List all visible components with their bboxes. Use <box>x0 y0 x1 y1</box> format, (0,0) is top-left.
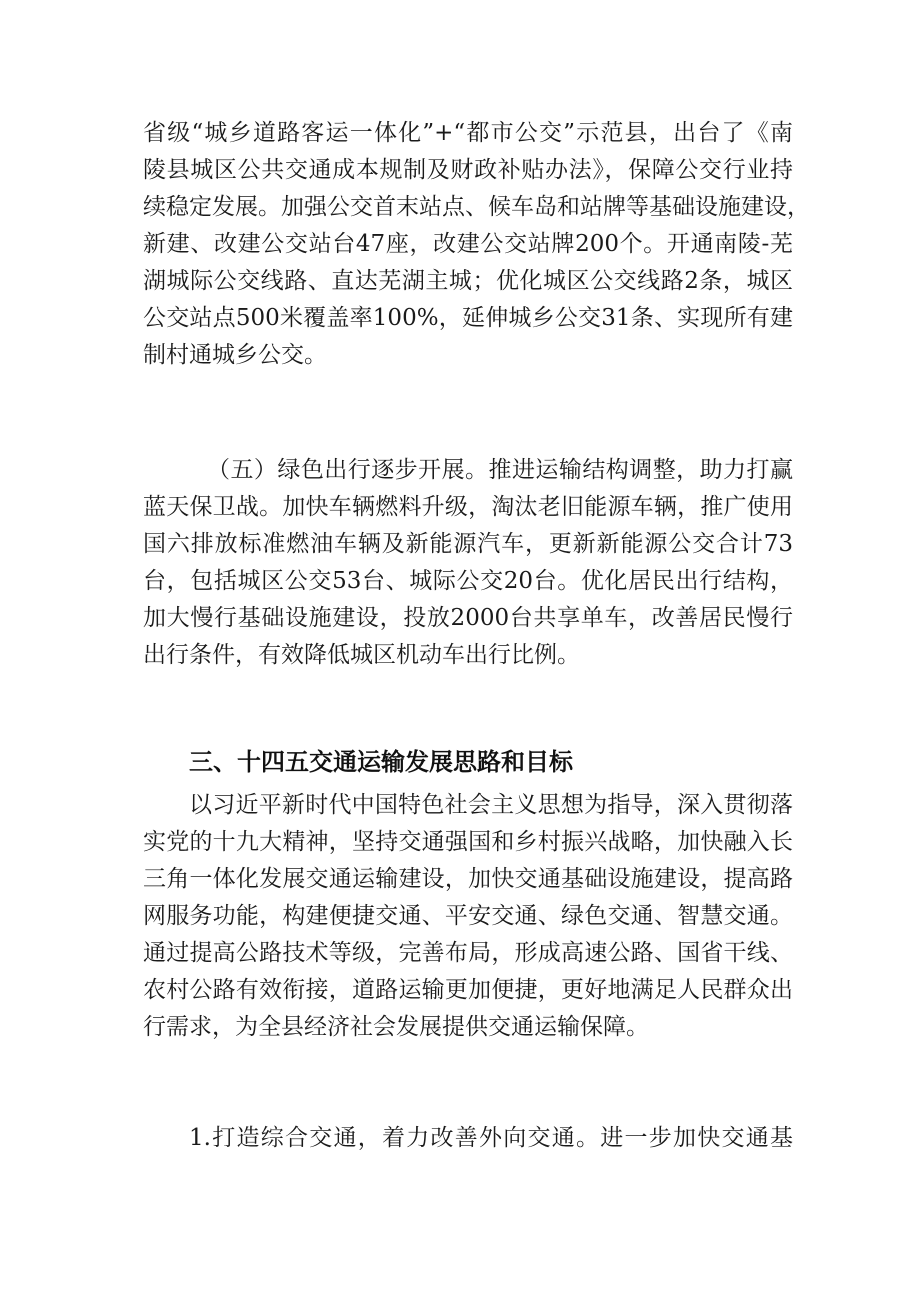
text-line: 出行条件，有效降低城区机动车出行比例。 <box>143 642 580 668</box>
text-line: 陵县城区公共交通成本规制及财政补贴办法》，保障公交行业持 <box>143 157 793 183</box>
section-heading: 三、十四五交通运输发展思路和目标 <box>189 748 573 776</box>
text-line: 续稳定发展。加强公交首末站点、候车岛和站牌等基础设施建设， <box>143 194 810 220</box>
text-line: 省级“城乡道路客运一体化”+“都市公交”示范县，出台了《南 <box>143 120 793 146</box>
text-line: 制村通城乡公交。 <box>143 342 327 368</box>
text-line: 加大慢行基础设施建设，投放2000台共享单车，改善居民慢行 <box>143 605 793 631</box>
text-line: 新建、改建公交站台47座，改建公交站牌200个。开通南陵-芜 <box>143 231 793 257</box>
text-line: 1.打造综合交通，着力改善外向交通。进一步加快交通基 <box>189 1125 793 1151</box>
text-line: 网服务功能，构建便捷交通、平安交通、绿色交通、智慧交通。 <box>143 903 793 929</box>
paragraph-green-travel <box>143 452 793 674</box>
text-line: 三角一体化发展交通运输建设，加快交通基础设施建设，提高路 <box>143 866 793 892</box>
paragraph-public-transit <box>143 115 810 374</box>
paragraph-guiding-ideology <box>143 787 793 1046</box>
text-line: 蓝天保卫战。加快车辆燃料升级，淘汰老旧能源车辆，推广使用 <box>143 494 793 520</box>
text-line: 农村公路有效衔接，道路运输更加便捷，更好地满足人民群众出 <box>143 977 793 1003</box>
text-line: 通过提高公路技术等级，完善布局，形成高速公路、国省干线、 <box>143 940 793 966</box>
text-line: 湖城际公交线路、直达芜湖主城；优化城区公交线路2条，城区 <box>143 268 793 294</box>
text-line: 实党的十九大精神，坚持交通强国和乡村振兴战略，加快融入长 <box>143 829 793 855</box>
paragraph-comprehensive-transport <box>143 1120 793 1157</box>
text-line: 台，包括城区公交53台、城际公交20台。优化居民出行结构， <box>143 568 793 594</box>
text-line: 国六排放标准燃油车辆及新能源汽车，更新新能源公交合计73 <box>143 531 793 557</box>
text-line: 公交站点500米覆盖率100%，延伸城乡公交31条、实现所有建 <box>143 305 793 331</box>
text-line: （五）绿色出行逐步开展。推进运输结构调整，助力打赢 <box>207 457 793 483</box>
text-line: 行需求，为全县经济社会发展提供交通运输保障。 <box>143 1014 649 1040</box>
text-line: 以习近平新时代中国特色社会主义思想为指导，深入贯彻落 <box>189 792 793 818</box>
